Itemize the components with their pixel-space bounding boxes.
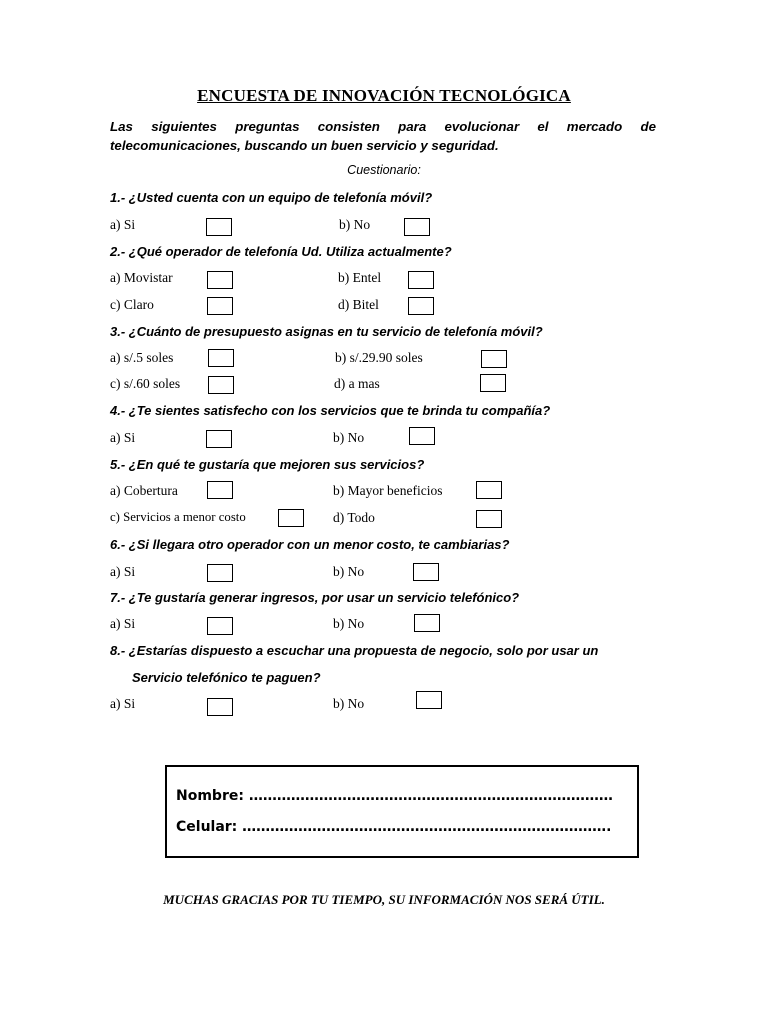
q8-checkbox-a[interactable] [207,698,233,716]
q8-option-a: a) Si [110,696,136,711]
q8-option-b: b) No [333,696,365,711]
q7-option-a: a) Si [110,616,136,631]
q3-checkbox-d[interactable] [480,374,506,392]
q3-option-b: b) s/.29.90 soles [335,350,423,365]
q2-checkbox-b[interactable] [408,271,434,289]
q2-option-a: a) Movistar [110,270,173,285]
phone-field[interactable]: Celular: ……………………………………………………………………. [176,819,612,835]
q5-checkbox-b[interactable] [476,481,502,499]
q5-option-a: a) Cobertura [110,483,178,498]
q2-checkbox-d[interactable] [408,297,434,315]
q4-checkbox-b[interactable] [409,427,435,445]
question-8: 8.- ¿Estarías dispuesto a escuchar una propuesta de negocio, solo por usar un [110,643,599,658]
q3-option-c: c) s/.60 soles [110,376,181,391]
q1-checkbox-a[interactable] [206,218,232,236]
question-4: 4.- ¿Te sientes satisfecho con los servicios que te brinda tu compañía? [110,403,551,418]
q4-checkbox-a[interactable] [206,430,232,448]
q3-checkbox-a[interactable] [208,349,234,367]
q4-option-a: a) Si [110,430,136,445]
q2-checkbox-a[interactable] [207,271,233,289]
q2-option-d: d) Bitel [338,297,379,312]
q8-checkbox-b[interactable] [416,691,442,709]
q7-checkbox-b[interactable] [414,614,440,632]
q6-option-a: a) Si [110,564,136,579]
q3-checkbox-b[interactable] [481,350,507,368]
question-6: 6.- ¿Si llegara otro operador con un menor costo, te cambiarias? [110,537,510,552]
questionnaire-subtitle: Cuestionario: [347,163,421,177]
question-2: 2.- ¿Qué operador de telefonía Ud. Utiliza actualmente? [110,244,452,259]
q5-checkbox-a[interactable] [207,481,233,499]
thank-you-footer: MUCHAS GRACIAS POR TU TIEMPO, SU INFORMACIÓN NOS SERÁ ÚTIL. [163,892,605,907]
survey-title: ENCUESTA DE INNOVACIÓN TECNOLÓGICA [197,86,571,105]
q3-checkbox-c[interactable] [208,376,234,394]
q7-checkbox-a[interactable] [207,617,233,635]
q3-option-a: a) s/.5 soles [110,350,174,365]
q1-checkbox-b[interactable] [404,218,430,236]
intro-paragraph: Las siguientes preguntas consisten para evolucionar el mercado de telecomunicaciones, buscando un buen servicio y seguridad. [110,119,656,153]
q5-option-b: b) Mayor beneficios [333,483,443,498]
question-3: 3.- ¿Cuánto de presupuesto asignas en tu servicio de telefonía móvil? [110,324,543,339]
q6-option-b: b) No [333,564,365,579]
q6-checkbox-b[interactable] [413,563,439,581]
q1-option-a: a) Si [110,217,136,232]
question-1: 1.- ¿Usted cuenta con un equipo de telefonía móvil? [110,190,433,205]
q3-option-d: d) a mas [334,376,380,391]
q2-option-b: b) Entel [338,270,382,285]
q2-option-c: c) Claro [110,297,154,312]
name-field[interactable]: Nombre: …………………………………………………………………… [176,788,613,804]
q5-option-d: d) Todo [333,510,375,525]
q5-checkbox-c[interactable] [278,509,304,527]
question-5: 5.- ¿En qué te gustaría que mejoren sus servicios? [110,457,425,472]
q5-option-c: c) Servicios a menor costo [110,510,246,524]
q6-checkbox-a[interactable] [207,564,233,582]
question-7: 7.- ¿Te gustaría generar ingresos, por usar un servicio telefónico? [110,590,520,605]
q5-checkbox-d[interactable] [476,510,502,528]
question-8-line2: Servicio telefónico te paguen? [132,670,321,685]
contact-form-panel [165,765,639,858]
q4-option-b: b) No [333,430,365,445]
q7-option-b: b) No [333,616,365,631]
q1-option-b: b) No [339,217,371,232]
q2-checkbox-c[interactable] [207,297,233,315]
